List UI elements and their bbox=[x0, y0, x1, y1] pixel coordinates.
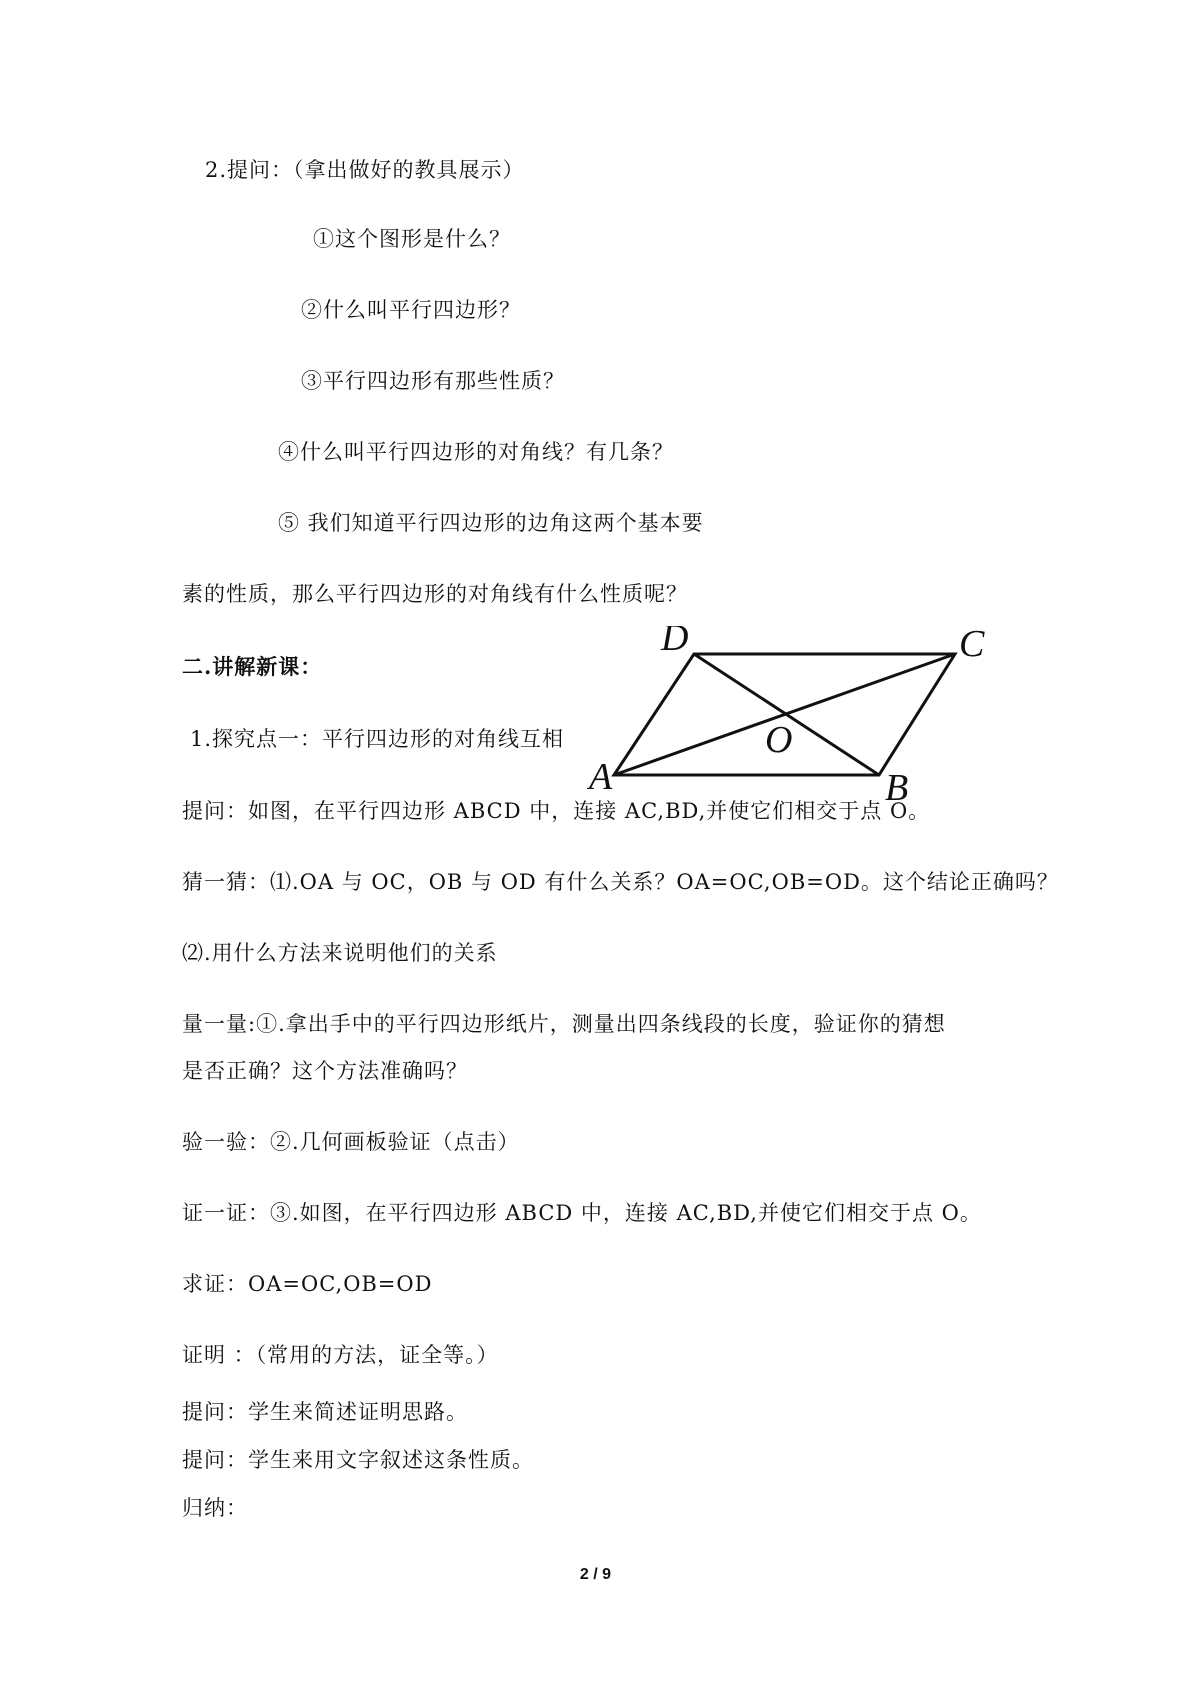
vertex-label-b: B bbox=[885, 767, 909, 802]
prove-paragraph: 证一证：③.如图，在平行四边形 ABCD 中，连接 AC,BD,并使它们相交于点 O。 bbox=[182, 1201, 982, 1225]
parallelogram-figure bbox=[583, 626, 999, 802]
question-item-5: ⑤ 我们知道平行四边形的边角这两个基本要 bbox=[278, 511, 704, 535]
question-heading: 2.提问：（拿出做好的教具展示） bbox=[205, 158, 525, 182]
question-item-1: ①这个图形是什么？ bbox=[313, 227, 511, 251]
section-heading: 二.讲解新课： bbox=[182, 654, 323, 679]
guess-paragraph: 猜一猜：⑴.OA 与 OC，OB 与 OD 有什么关系？OA=OC,OB=OD。这个结论正确吗？ bbox=[182, 870, 1059, 894]
vertex-label-d: D bbox=[661, 626, 689, 659]
measure-paragraph: 量一量:①.拿出手中的平行四边形纸片，测量出四条线段的长度，验证你的猜想 bbox=[182, 1012, 946, 1036]
proof-paragraph: 证明 ：（常用的方法，证全等。） bbox=[182, 1343, 499, 1367]
question-item-2: ②什么叫平行四边形？ bbox=[301, 298, 521, 322]
intersection-label-o: O bbox=[765, 719, 793, 761]
question-item-4: ④什么叫平行四边形的对角线？有几条？ bbox=[278, 440, 674, 464]
question-paragraph: 提问：如图，在平行四边形 ABCD 中，连接 AC,BD,并使它们相交于点 O。 bbox=[182, 799, 931, 823]
method-paragraph: ⑵.用什么方法来说明他们的关系 bbox=[182, 941, 498, 965]
question-item-3: ③平行四边形有那些性质？ bbox=[301, 369, 565, 393]
to-prove-paragraph: 求证：OA=OC,OB=OD bbox=[182, 1272, 433, 1296]
exploration-point-1: 1.探究点一：平行四边形的对角线互相 bbox=[190, 727, 565, 751]
ask-proof-idea: 提问：学生来简述证明思路。 bbox=[182, 1400, 468, 1424]
measure-paragraph-continued: 是否正确？这个方法准确吗？ bbox=[182, 1059, 468, 1083]
page-number: 2 / 9 bbox=[579, 1566, 612, 1583]
verify-paragraph: 验一验：②.几何画板验证（点击） bbox=[182, 1130, 520, 1154]
summary-label: 归纳： bbox=[182, 1496, 248, 1520]
vertex-label-c: C bbox=[959, 626, 985, 665]
vertex-label-a: A bbox=[589, 756, 613, 798]
question-item-5-continued: 素的性质，那么平行四边形的对角线有什么性质呢？ bbox=[182, 582, 688, 606]
ask-state-property: 提问：学生来用文字叙述这条性质。 bbox=[182, 1448, 534, 1472]
